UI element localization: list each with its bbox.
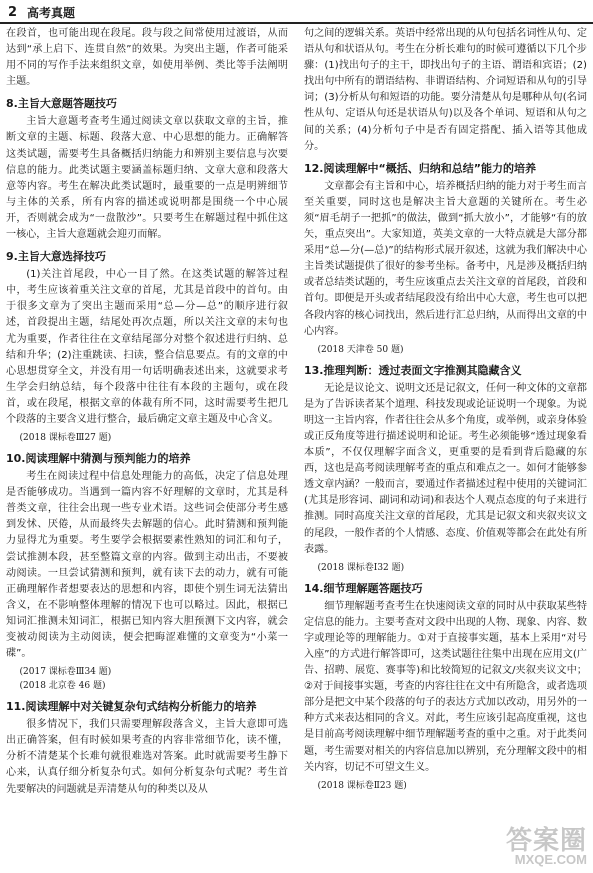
section-14-title: 14.细节理解题答题技巧 xyxy=(304,581,423,595)
header-rule xyxy=(0,22,593,24)
section-8-title: 8.主旨大意题答题技巧 xyxy=(6,97,117,111)
section-10-source-2: (2018 北京卷 46 题) xyxy=(19,681,106,692)
section-8-text: 主旨大意题考查考生通过阅读文章以获取文章的主旨，推断文章的主题、标题、段落大意、中心思想的能力。正确解答这类试题，需要考生具备概括归纳能力和辨别主要信息与次要信息的能力。此类试题主要涵盖标题归纳、文章大意和段落大意等内容。考生在解决此类试题时，最重要的一点是明辨细节与主体的关系，所有内容的描述或说明都是围绕一个中心展开，否则就会成为“一盘散沙”。只要考生在解题过程中抓住这一核心，主旨大意题就会迎刃而解。 xyxy=(6,116,288,241)
section-12-source: (2018 天津卷 50 题) xyxy=(317,344,404,355)
section-9-source: (2018 课标卷Ⅲ27 题) xyxy=(19,433,112,444)
intro-paragraph: 在段首，也可能出现在段尾。段与段之间常使用过渡语，从而达到“承上启下、连贯自然”的效果。为突出主题，作者可能采用不同的写作手法来组织文章，如使用举例、类比等手法阐明主题。 xyxy=(6,28,288,88)
watermark-line-1: 答案圈 xyxy=(505,825,587,855)
left-column xyxy=(6,26,288,873)
watermark-logo xyxy=(506,827,587,867)
section-13-text: 无论是议论文、说明文还是记叙文，任何一种文体的文章都是为了告诉读者某个道理、科技发现或论证说明一个现象。为说明这一主旨内容，作者往往会从多个角度，或举例，或亲身体验或正反角度等进行描述说明和论证。考生必须能够“透过现象看本质”，不仅仅理解字面含义，更重要的是看到背后隐藏的东西，这也是高考阅读理解考查的重点和难点之一。如何才能够参透文章内涵？一般而言，要通过作者描述过程中使用的关键词汇(尤其是形容词、副词和动词)和表达个人观点态度的句子来进行推测。同时高度关注文章的首尾段，尤其是记叙文和夹叙夹议文的尾段，一般作者的个人情感、态度、价值观等都会在此处有所表露。 xyxy=(304,382,587,555)
section-12-text: 文章都会有主旨和中心，培养概括归纳的能力对于考生而言至关重要，同时这也是解决主旨大意题的关键所在。考生必须“眉毛胡子一把抓”的做法，做到“抓大放小”，才能够“有的放矢，重点突出”。大家知道，英美文章的一大特点就是大部分都采用“总—分(—总)”的结构形式展开叙述，这就为我们解决中心主旨类试题提供了很好的参考坐标。备考中，凡是涉及概括归纳或者总结类试题的，考生应该重点去关注文章的首尾段，首段和首句。即便是开头或者结尾段没有给出中心大意，考生也可以把各段内容的核心词找出，然后进行汇总归纳，从而得出文章的中心内容。 xyxy=(304,180,587,337)
watermark-line-2: MXQE.COM xyxy=(514,852,587,867)
page-header xyxy=(8,2,75,22)
section-14-text: 细节理解题考查考生在快速阅读文章的同时从中获取某些特定信息的能力。主要考查对文段中出现的人物、现象、内容、数字或理论等的理解能力。①对于直接事实题，基本上采用“对号入座”的方式进行解答即可，这类试题往往集中出现在应用文(广告、招聘、展览、赛事等)和比较简短的记叙文/夹叙夹议文中；②对于间接事实题，考查的内容往往在文中有所隐含，或者选项部分是把文中某个段落的句子的表达方式加以改动，用另外的一种方式来表达相同的含义。对此，考生应该引起高度重视，这也是目前高考阅读理解中细节理解题考查的重中之重。对于此类问题，考生需要对相关的内容信息加以辨别，充分理解文段中的相关内容，切记不可望文生义。 xyxy=(304,600,587,773)
section-10-title: 10.阅读理解中猜测与预判能力的培养 xyxy=(6,452,191,466)
section-10-source-1: (2017 课标卷Ⅲ34 题) xyxy=(19,667,112,678)
page-number: 2 xyxy=(8,4,18,20)
section-10-text: 考生在阅读过程中信息处理能力的高低，决定了信息处理是否能够成功。当遇到一篇内容不好理解的文章时，尤其是科普类文章，往往会出现一些专业术语。这些词会使部分考生感到发怵、厌倦，从而最终失去解题的信心。此时猜测和预判能力显得尤为重要。考生要学会根据要素性熟知的词汇和句子，尝试推测本段，甚至整篇文章的内容。做到主动出击，不要被动阅读。一旦尝试猜测和预判，就有读下去的动力，就有可能正确理解作者想要表达的思想和内容，即使个别生词无法猜出含义，在不影响整体理解的情况下也可以略过。因此，根据已知词汇推测未知词汇，根据已知内容大胆预测下文内容，就会变被动阅读为主动阅读，便会把晦涩难懂的文章变为“小菜一碟”。 xyxy=(6,471,288,660)
section-13-title: 13.推理判断：透过表面文字推测其隐藏含义 xyxy=(304,363,522,377)
section-9-text: (1)关注首尾段，中心一目了然。在这类试题的解答过程中，考生应该着重关注文章的首尾，尤其是首段中的首句。由于很多文章为了突出主题而采用“总—分—总”的顺序进行叙述，首段提出主题，结尾处再次点题，所以关注文章的末句也尤为重要，作者往往在文章结尾部分对整个叙述进行归纳、总结和升华；(2)注重跳读、扫读，整合信息要点。有的文章的中心思想贯穿全文，并没有用一句话明确表述出来，这就要求考生学会归纳总结，每个段落中往往有本段的主题句，或在段首，或在段尾，根据文章的体裁有所不同，这时需要考生把几个段落的主要含义进行整合，最后确定文章主题及中心含义。 xyxy=(6,269,288,425)
section-12-title: 12.阅读理解中“概括、归纳和总结”能力的培养 xyxy=(304,161,536,175)
section-13-source: (2018 课标卷Ⅰ32 题) xyxy=(317,562,405,573)
section-11-text: 很多情况下，我们只需要理解段落含义，主旨大意即可选出正确答案，但有时候如果考查的内容非常细节化，读不懂，分析不清楚某个长难句就很难选对答案。此时就需要考生静下心来，认真仔细分析复杂句式。如何分析复杂句式呢？考生首先要解决的问题就是弄清楚从句的种类以及从 xyxy=(6,719,288,795)
section-9-title: 9.主旨大意选择技巧 xyxy=(6,250,106,264)
header-title: 高考真题 xyxy=(27,5,76,20)
right-column xyxy=(304,26,587,873)
section-14-source: (2018 课标卷Ⅱ23 题) xyxy=(317,780,407,791)
continued-paragraph: 句之间的逻辑关系。英语中经常出现的从句包括名词性从句、定语从句和状语从句。考生在分析长难句的时候可遵循以下几个步骤：(1)找出句子的主干，即找出句子的主语、谓语和宾语；(2)找出句中所有的谓语结构、非谓语结构、介词短语和从句的引导词；(3)分析从句和短语的功能。要分清楚从句是哪种从句(名词性从句、定语从句还是状语从句)以及各个单词、短语和从句之间的关系；(4)分析句子中是否有固定搭配、插入语等其他成分。 xyxy=(304,28,587,152)
section-11-title: 11.阅读理解中对关键复杂句式结构分析能力的培养 xyxy=(6,700,257,714)
